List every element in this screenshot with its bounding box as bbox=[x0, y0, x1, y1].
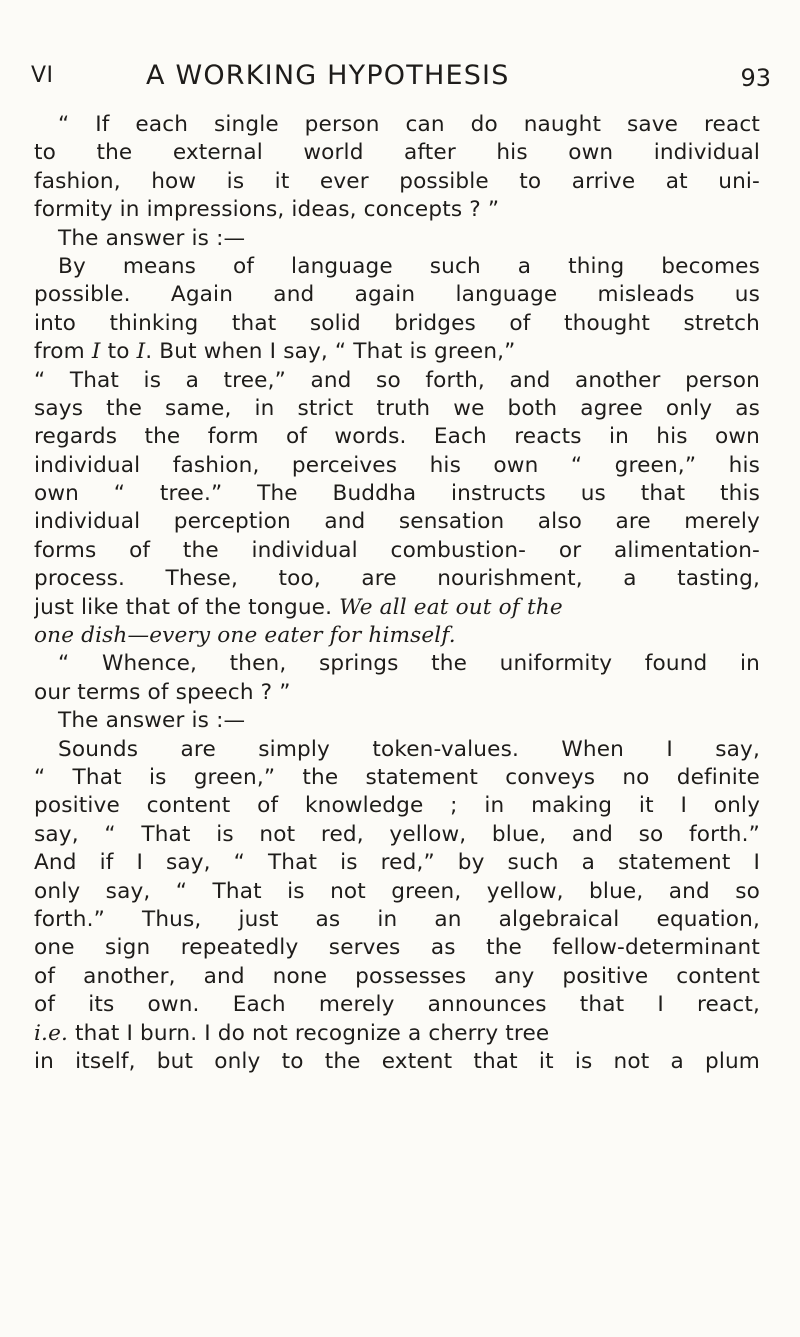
text-line: regards the form of words. Each reacts in his own bbox=[34, 424, 760, 450]
italic-fragment: i.e. bbox=[34, 1020, 69, 1046]
text-line: process. These, too, are nourishment, a tasting, bbox=[34, 566, 760, 592]
text-line bbox=[34, 594, 760, 622]
page-number: 93 bbox=[740, 64, 771, 92]
text-line: forms of the individual combustion- or alimentation- bbox=[34, 537, 760, 563]
text-line: of another, and none possesses any positive content bbox=[34, 963, 760, 989]
text-line: own “ tree.” The Buddha instructs us that this bbox=[34, 481, 760, 507]
text-line: only say, “ That is not green, yellow, blue, and so bbox=[34, 878, 760, 904]
text-line: “ If each single person can do naught save react bbox=[58, 112, 760, 137]
text-line: to the external world after his own individual bbox=[34, 140, 760, 166]
text-line: “ That is a tree,” and so forth, and another person bbox=[34, 367, 760, 393]
text-line: say, “ That is not red, yellow, blue, and so forth.” bbox=[34, 821, 760, 847]
running-title: A WORKING HYPOTHESIS bbox=[146, 60, 510, 91]
text-line: By means of language such a thing becomes bbox=[58, 253, 760, 279]
italic-fragment: We all eat out of the bbox=[339, 594, 563, 620]
text-line: one sign repeatedly serves as the fellow-determinant bbox=[34, 935, 760, 961]
text-line: individual fashion, perceives his own “ green,” his bbox=[34, 452, 760, 478]
italic-fragment: one dish—every one eater for himself. bbox=[34, 623, 456, 649]
text-line bbox=[34, 1020, 760, 1048]
text-line: into thinking that solid bridges of thought stretch bbox=[34, 310, 760, 336]
text-line: And if I say, “ That is red,” by such a statement I bbox=[34, 850, 760, 876]
text-line bbox=[34, 622, 760, 650]
text-line: of its own. Each merely announces that I react, bbox=[34, 992, 760, 1018]
text-line: fashion, how is it ever possible to arrive at uni- bbox=[34, 168, 760, 194]
text-line: individual perception and sensation also are merely bbox=[34, 509, 760, 535]
text-line: positive content of knowledge ; in making it I only bbox=[34, 793, 760, 819]
text-line: in itself, but only to the extent that it is not a plum bbox=[34, 1048, 760, 1074]
text-line: forth.” Thus, just as in an algebraical equation, bbox=[34, 906, 760, 932]
text-fragment: . But when I say, “ That is green,” bbox=[145, 339, 516, 365]
text-line: our terms of speech ? ” bbox=[34, 679, 291, 705]
text-fragment: to bbox=[107, 339, 130, 365]
running-head bbox=[31, 60, 771, 96]
text-line: Sounds are simply token-values. When I say, bbox=[58, 736, 760, 762]
text-line: “ That is green,” the statement conveys no definite bbox=[34, 764, 760, 790]
text-fragment: from bbox=[34, 339, 85, 365]
italic-fragment: I bbox=[136, 339, 146, 365]
text-line: The answer is :— bbox=[58, 225, 246, 251]
text-line: “ Whence, then, springs the uniformity found in bbox=[58, 651, 760, 677]
italic-fragment: I bbox=[91, 339, 101, 365]
text-fragment: that I burn. I do not recognize a cherry tree bbox=[68, 1020, 550, 1046]
text-line: says the same, in strict truth we both agree only as bbox=[34, 395, 760, 421]
text-fragment: just like that of the tongue. bbox=[34, 594, 333, 620]
text-line: possible. Again and again language misleads us bbox=[34, 282, 760, 308]
text-line: formity in impressions, ideas, concepts ? ” bbox=[34, 197, 500, 223]
text-line bbox=[34, 338, 760, 366]
text-line: The answer is :— bbox=[58, 708, 246, 734]
body-text bbox=[34, 111, 760, 1076]
chapter-number: VI bbox=[31, 63, 54, 88]
